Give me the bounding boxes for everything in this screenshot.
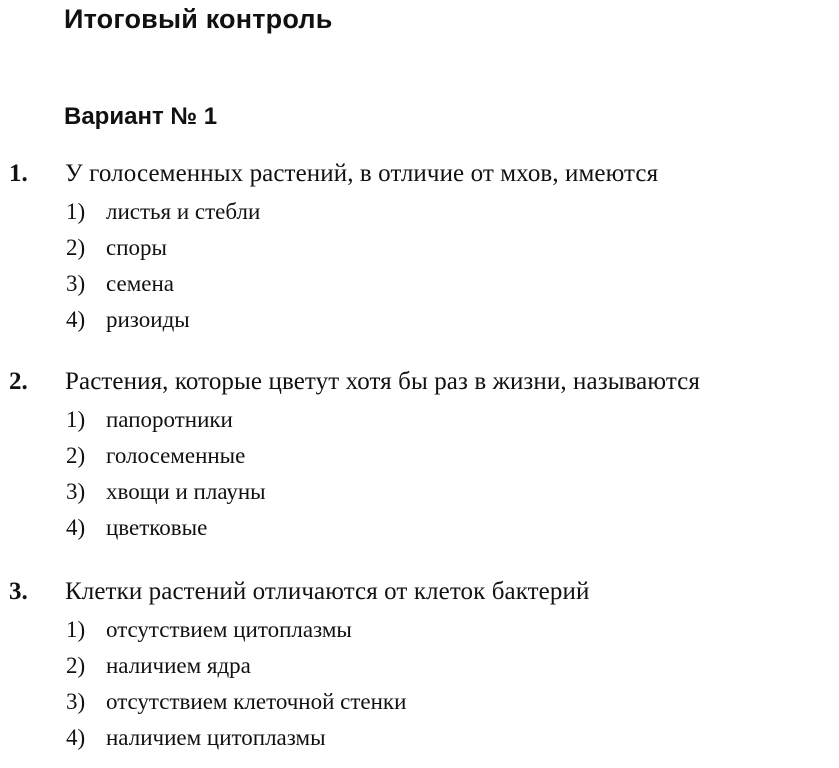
- option-number: 2): [66, 235, 86, 260]
- option-text: цветковые: [106, 515, 208, 540]
- option-number: 4): [66, 307, 86, 332]
- answer-option[interactable]: [66, 684, 406, 720]
- option-number: 2): [66, 443, 86, 468]
- answer-option[interactable]: [66, 402, 266, 438]
- option-number: 3): [66, 689, 86, 714]
- option-number: 1): [66, 407, 86, 432]
- option-text: папоротники: [106, 407, 233, 432]
- option-text: семена: [106, 271, 174, 296]
- answer-option[interactable]: [66, 194, 260, 230]
- option-text: хвощи и плауны: [106, 479, 266, 504]
- answer-option[interactable]: [66, 720, 406, 756]
- option-number: 1): [66, 617, 86, 642]
- option-number: 4): [66, 725, 86, 750]
- option-text: наличием ядра: [106, 653, 251, 678]
- question-number: 1.: [9, 160, 28, 187]
- page-title: Итоговый контроль: [64, 4, 333, 34]
- option-text: отсутствием цитоплазмы: [106, 617, 352, 642]
- answer-option[interactable]: [66, 302, 260, 338]
- answer-option[interactable]: [66, 438, 266, 474]
- answer-option[interactable]: [66, 266, 260, 302]
- answer-option[interactable]: [66, 612, 406, 648]
- option-number: 3): [66, 271, 86, 296]
- answer-options: [66, 194, 260, 338]
- option-text: споры: [106, 235, 167, 260]
- answer-options: [66, 612, 406, 756]
- answer-option[interactable]: [66, 510, 266, 546]
- answer-option[interactable]: [66, 648, 406, 684]
- option-number: 3): [66, 479, 86, 504]
- option-text: ризоиды: [106, 307, 190, 332]
- option-text: голосеменные: [106, 443, 246, 468]
- answer-option[interactable]: [66, 230, 260, 266]
- option-number: 2): [66, 653, 86, 678]
- answer-option[interactable]: [66, 474, 266, 510]
- question-text: Растения, которые цветут хотя бы раз в жизни, называются: [65, 368, 700, 395]
- option-text: отсутствием клеточной стенки: [106, 689, 407, 714]
- question-number: 2.: [9, 368, 28, 395]
- question-text: У голосеменных растений, в отличие от мхов, имеются: [65, 160, 659, 187]
- answer-options: [66, 402, 266, 546]
- variant-heading: Вариант № 1: [64, 103, 218, 130]
- option-number: 4): [66, 515, 86, 540]
- option-text: наличием цитоплазмы: [106, 725, 326, 750]
- question-number: 3.: [9, 578, 28, 605]
- question-text: Клетки растений отличаются от клеток бактерий: [65, 578, 590, 605]
- option-number: 1): [66, 199, 86, 224]
- option-text: листья и стебли: [106, 199, 261, 224]
